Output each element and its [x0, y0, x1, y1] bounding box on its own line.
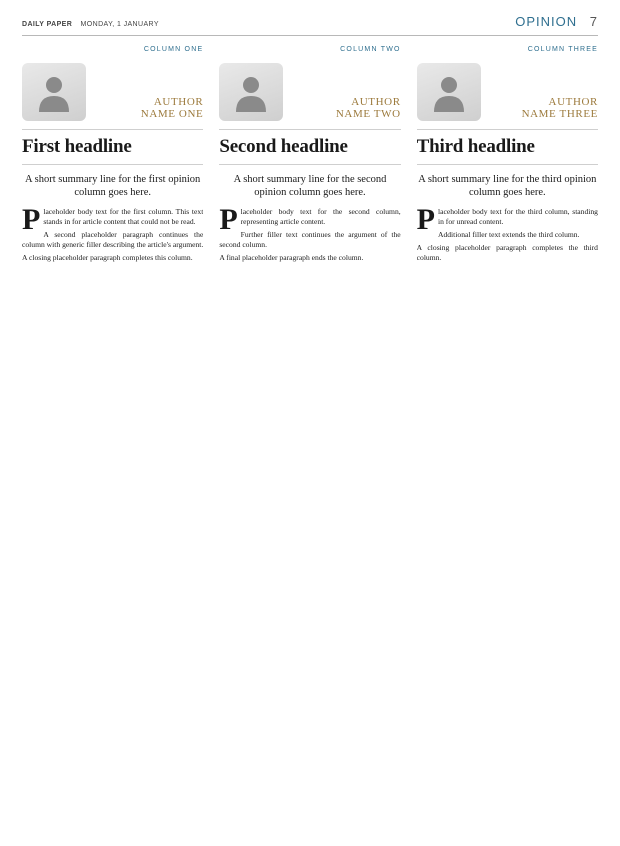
paragraph: A final placeholder paragraph ends the column. — [219, 252, 364, 262]
paragraph: A second placeholder paragraph continues the column with generic filler describing the article's argument. — [22, 229, 204, 249]
person-icon — [232, 72, 270, 112]
byline-block — [219, 63, 400, 121]
columns-grid — [22, 46, 598, 266]
column-one — [22, 46, 203, 266]
section-name: OPINION — [515, 14, 578, 29]
masthead — [22, 14, 598, 36]
article-body — [416, 203, 598, 262]
person-icon — [430, 72, 468, 112]
section-label: COLUMN THREE — [527, 46, 598, 53]
author-last: NAME ONE — [140, 108, 204, 121]
author-portrait — [22, 63, 86, 121]
paragraph: Placeholder body text for the third column, standing in for unread content. — [416, 203, 598, 237]
author-name — [522, 96, 598, 121]
headline: Second headline — [219, 129, 400, 165]
section-label: COLUMN ONE — [143, 46, 204, 53]
author-portrait — [219, 63, 283, 121]
column-two — [219, 46, 400, 266]
author-name — [336, 96, 401, 121]
paragraph: Placeholder body text for the second column, representing article content. — [219, 203, 401, 237]
article-body — [219, 203, 401, 262]
byline-block — [417, 63, 598, 121]
author-last: NAME TWO — [335, 108, 401, 121]
date-line: MONDAY, 1 JANUARY — [80, 21, 159, 28]
column-three — [417, 46, 598, 266]
masthead-left — [22, 21, 159, 28]
headline: First headline — [22, 129, 203, 165]
author-name — [141, 96, 204, 121]
paragraph: Placeholder body text for the first column. This text stands in for article content that could not be read. — [22, 203, 204, 237]
paper-name: DAILY PAPER — [22, 21, 73, 28]
page-number: 7 — [589, 14, 598, 29]
deck: A short summary line for the first opinion column goes here. — [25, 174, 201, 199]
paragraph: A closing placeholder paragraph completes this column. — [22, 252, 193, 262]
deck: A short summary line for the second opinion column goes here. — [233, 174, 387, 199]
author-first: AUTHOR — [351, 95, 401, 108]
masthead-right — [515, 14, 598, 29]
headline: Third headline — [417, 129, 598, 165]
section-label: COLUMN TWO — [340, 46, 401, 53]
deck: A short summary line for the third opinion column goes here. — [418, 174, 597, 199]
paragraph: Further filler text continues the argument of the second column. — [219, 229, 401, 249]
paragraph: A closing placeholder paragraph completes the third column. — [416, 242, 598, 262]
paragraph: Additional filler text extends the third column. — [437, 229, 580, 239]
author-portrait — [417, 63, 481, 121]
person-icon — [35, 72, 73, 112]
author-last: NAME THREE — [521, 108, 598, 121]
byline-block — [22, 63, 203, 121]
author-first: AUTHOR — [548, 95, 598, 108]
author-first: AUTHOR — [153, 95, 204, 108]
article-body — [22, 203, 204, 262]
